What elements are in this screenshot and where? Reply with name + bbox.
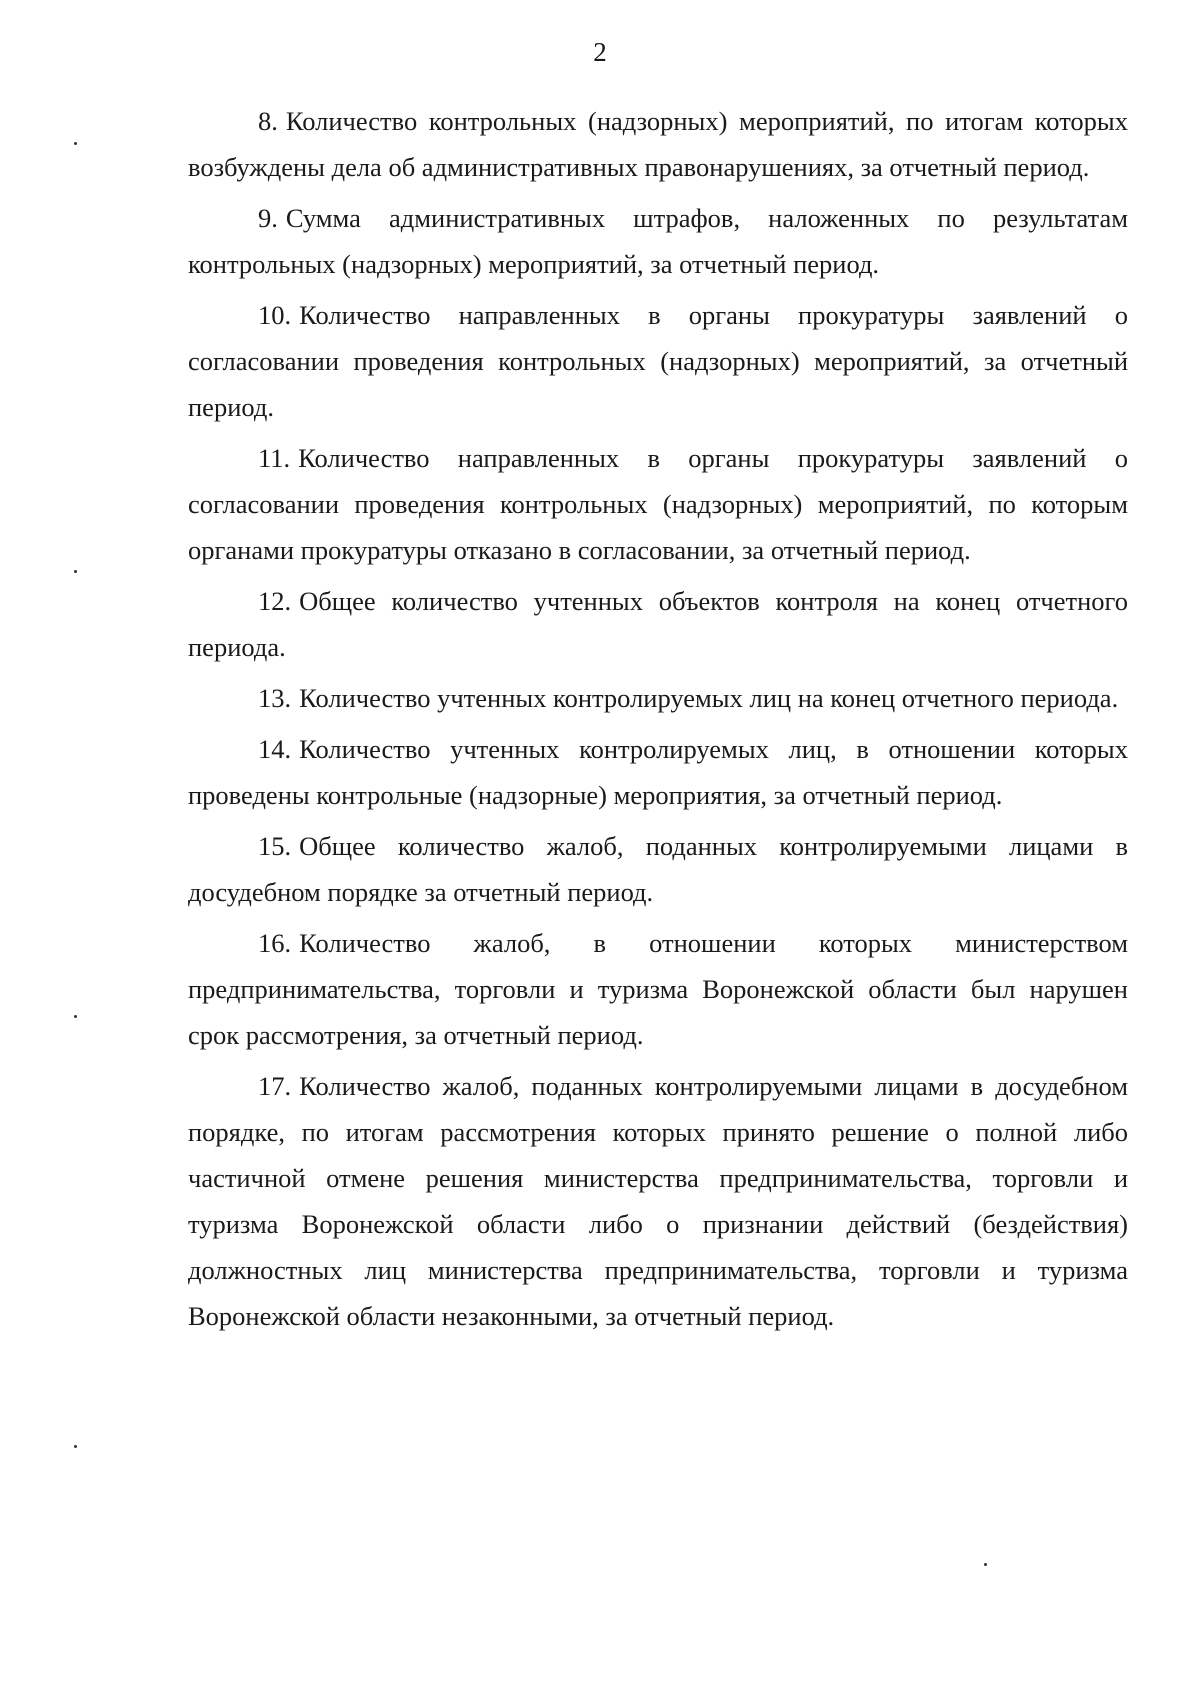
list-item xyxy=(188,920,1128,1058)
item-number: 15. xyxy=(258,831,292,861)
item-number: 14. xyxy=(258,734,292,764)
page-number: 2 xyxy=(593,37,607,67)
item-number: 12. xyxy=(258,586,292,616)
list-item xyxy=(188,292,1128,430)
item-text: Сумма административных штрафов, наложенных по результатам контрольных (надзорных) мероприятий, за отчетный период. xyxy=(188,203,1128,279)
item-text: Количество направленных в органы прокуратуры заявлений о согласовании проведения контрольных (надзорных) мероприятий, за отчетный период. xyxy=(188,300,1128,422)
scan-artifact xyxy=(74,142,77,145)
item-number: 11. xyxy=(258,443,291,473)
item-text: Количество учтенных контролируемых лиц, в отношении которых проведены контрольные (надзорные) мероприятия, за отчетный период. xyxy=(188,734,1128,810)
item-text: Количество контрольных (надзорных) мероприятий, по итогам которых возбуждены дела об административных правонарушениях, за отчетный период. xyxy=(188,106,1128,182)
item-text: Количество жалоб, в отношении которых министерством предпринимательства, торговли и туризма Воронежской области был нарушен срок рассмотрения, за отчетный период. xyxy=(188,928,1128,1050)
list-item xyxy=(188,823,1128,915)
item-text: Общее количество жалоб, поданных контролируемыми лицами в досудебном порядке за отчетный период. xyxy=(188,831,1128,907)
list-item xyxy=(188,726,1128,818)
item-number: 17. xyxy=(258,1071,292,1101)
scan-artifact xyxy=(74,1015,77,1018)
item-text: Общее количество учтенных объектов контроля на конец отчетного периода. xyxy=(188,586,1128,662)
scan-artifact xyxy=(984,1563,987,1566)
item-number: 9. xyxy=(258,203,278,233)
item-number: 8. xyxy=(258,106,278,136)
scan-artifact xyxy=(74,570,77,573)
item-number: 13. xyxy=(258,683,292,713)
item-number: 10. xyxy=(258,300,292,330)
item-text: Количество учтенных контролируемых лиц на конец отчетного периода. xyxy=(299,683,1119,713)
item-text: Количество жалоб, поданных контролируемыми лицами в досудебном порядке, по итогам рассмотрения которых принято решение о полной либо частичной отмене решения министерства предпринимательства, торговли и туризма Воронежской области либо о признании действий (бездействия) должностных лиц министерства предпринимательства, торговли и туризма Воронежской области незаконными, за отчетный период. xyxy=(188,1071,1128,1331)
list-item xyxy=(188,1063,1128,1339)
document-body xyxy=(188,98,1128,1344)
list-item xyxy=(188,675,1128,721)
list-item xyxy=(188,98,1128,190)
scan-artifact xyxy=(74,1445,77,1448)
list-item xyxy=(188,578,1128,670)
list-item xyxy=(188,435,1128,573)
list-item xyxy=(188,195,1128,287)
item-number: 16. xyxy=(258,928,292,958)
item-text: Количество направленных в органы прокуратуры заявлений о согласовании проведения контрольных (надзорных) мероприятий, по которым органами прокуратуры отказано в согласовании, за отчетный период. xyxy=(188,443,1128,565)
